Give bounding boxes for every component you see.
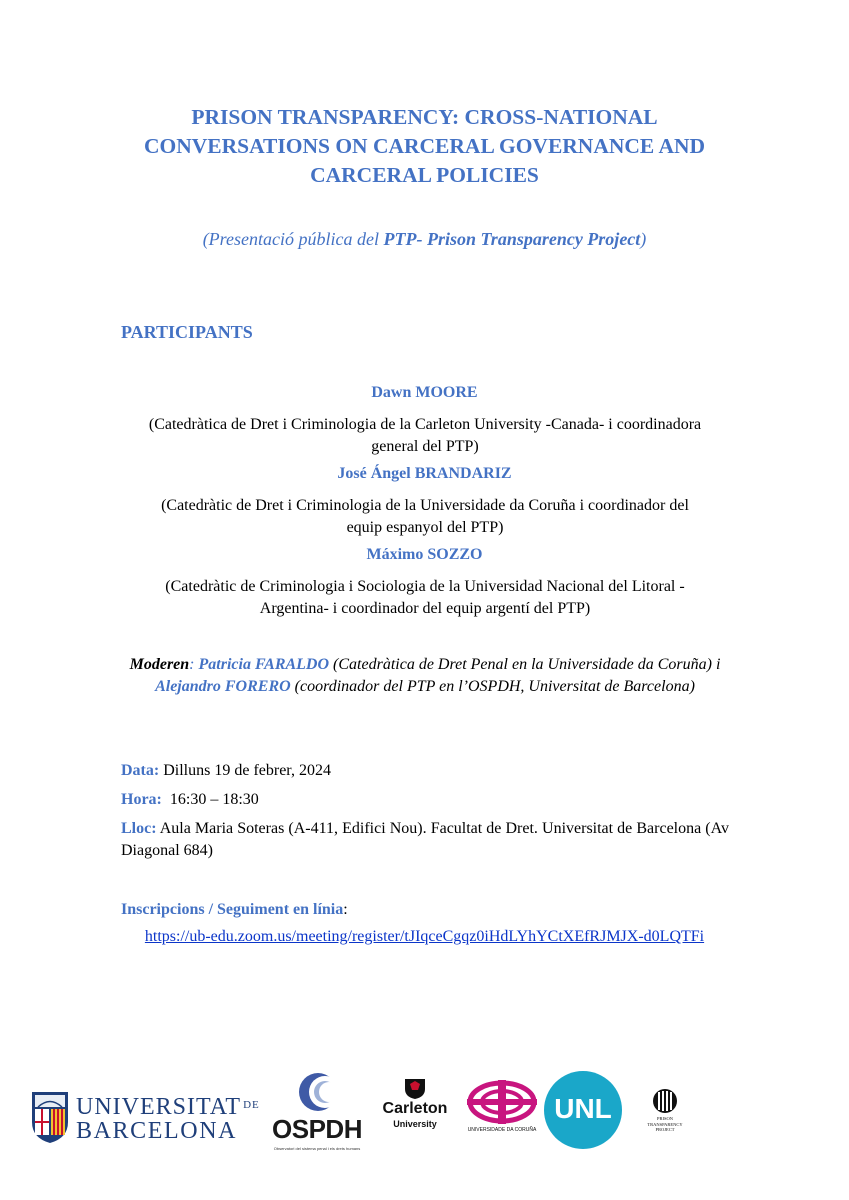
time-value: 16:30 – 18:30 — [161, 791, 259, 808]
subtitle-suffix: ) — [640, 229, 647, 249]
ptp-line3: PROJECT — [655, 1127, 675, 1132]
event-time — [121, 789, 729, 811]
participant-desc-line: general del PTP) — [371, 438, 479, 455]
title-line-1: PRISON TRANSPARENCY: CROSS-NATIONAL — [191, 105, 658, 129]
registration — [121, 899, 729, 921]
registration-colon: : — [343, 901, 348, 918]
ptp-line2: TRANSPARENCY — [647, 1121, 683, 1127]
ptp-logo — [640, 1088, 690, 1140]
ospdh-name: OSPDH — [272, 1114, 362, 1144]
participant-desc-line: (Catedràtic de Dret i Criminologia de la Universidade da Coruña i coordinador del — [161, 497, 689, 514]
date-value: Dilluns 19 de febrer, 2024 — [159, 762, 331, 779]
udc-name: UNIVERSIDADE DA CORUÑA — [467, 1127, 537, 1133]
participant-description — [121, 414, 729, 458]
carleton-shield-icon — [404, 1078, 426, 1100]
place-value: Aula Maria Soteras (A-411, Edifici Nou). Facultat de Dret. Universitat de Barcelona (Av Diagonal 684) — [121, 820, 729, 859]
event-subtitle — [100, 229, 749, 250]
event-date — [121, 760, 729, 782]
event-place — [121, 818, 729, 862]
place-label: Lloc: — [121, 820, 157, 837]
registration-label: Inscripcions / Seguiment en línia — [121, 901, 344, 918]
event-title — [100, 103, 749, 190]
ospdh-crescent-icon — [298, 1072, 338, 1112]
ub-shield-icon — [30, 1090, 70, 1144]
ptp-bars-icon — [652, 1088, 678, 1114]
participant-desc-line: (Catedràtica de Dret i Criminologia de la Carleton University -Canada- i coordinadora — [148, 416, 702, 433]
subtitle-project: PTP- Prison Transparency Project — [383, 229, 641, 249]
moderators-label: Moderen — [129, 656, 190, 673]
participant-name: José Ángel BRANDARIZ — [337, 465, 512, 482]
participant-description — [121, 576, 729, 620]
ub-logo — [30, 1090, 260, 1145]
participants-heading: PARTICIPANTS — [121, 322, 253, 342]
participant-name: Dawn MOORE — [371, 384, 478, 401]
moderators-colon: : — [189, 656, 199, 673]
ub-name-line1: UNIVERSITAT — [76, 1094, 242, 1120]
ub-name-line2: BARCELONA — [76, 1118, 238, 1144]
moderators — [121, 654, 729, 698]
participant-desc-line: equip espanyol del PTP) — [346, 519, 504, 536]
registration-link[interactable]: https://ub-edu.zoom.us/meeting/register/tJIqceCgqz0iHdLYhYCtXEfRJMJX-d0LQTFi — [144, 928, 705, 945]
ospdh-tagline: Observatori del sistema penal i els drets humans — [273, 1146, 361, 1151]
unl-name: UNL — [554, 1093, 612, 1124]
time-label: Hora: — [121, 791, 162, 808]
participant-desc-line: (Catedràtic de Criminologia i Sociologia de la Universidad Nacional del Litoral - — [165, 578, 685, 595]
udc-emblem-icon — [467, 1080, 537, 1124]
carleton-sub: University — [393, 1119, 437, 1129]
unl-logo — [544, 1071, 624, 1151]
moderator-desc: (coordinador del PTP en l’OSPDH, Universitat de Barcelona) — [290, 678, 695, 695]
participant-name: Máximo SOZZO — [366, 546, 483, 563]
ospdh-logo — [272, 1072, 362, 1154]
moderator-name: Alejandro FORERO — [155, 678, 291, 695]
title-line-3: CARCERAL POLICIES — [310, 163, 539, 187]
date-label: Data: — [121, 762, 160, 779]
moderator-name: Patricia FARALDO — [198, 656, 330, 673]
carleton-logo — [380, 1078, 450, 1138]
ub-name-de: DE — [243, 1099, 260, 1111]
carleton-name: Carleton — [382, 1100, 448, 1117]
ptp-line1: PRISON — [656, 1116, 673, 1121]
title-line-2: CONVERSATIONS ON CARCERAL GOVERNANCE AND — [143, 134, 706, 158]
moderator-desc: (Catedràtica de Dret Penal en la Universidade da Coruña) i — [329, 656, 721, 673]
participant-description — [121, 495, 729, 539]
subtitle-prefix: (Presentació pública del — [202, 229, 384, 249]
participant-desc-line: Argentina- i coordinador del equip argentí del PTP) — [259, 600, 591, 617]
udc-logo — [462, 1080, 542, 1140]
